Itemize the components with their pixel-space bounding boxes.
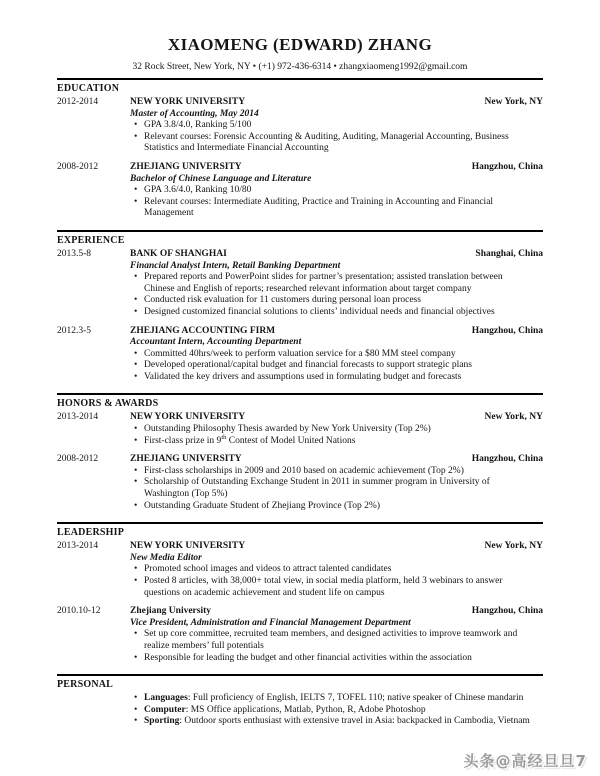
- bullet-list: [130, 272, 543, 318]
- section-title: LEADERSHIP: [57, 527, 125, 539]
- bullet-list: [130, 120, 543, 155]
- bullet-list: [130, 185, 543, 220]
- entry-date: 2010.10-12: [57, 606, 101, 617]
- experience-entry: [57, 326, 543, 384]
- entry-role: New Media Editor: [130, 552, 202, 563]
- bullet-item: • Conducted risk evaluation for 11 customers during personal loan process: [133, 295, 533, 307]
- bullet-item: [133, 705, 533, 717]
- bullet-list: [130, 564, 543, 599]
- entry-main: [130, 693, 543, 728]
- entry-date: 2012-2014: [57, 97, 99, 107]
- personal-label: Computer: [144, 704, 186, 715]
- leadership-entry: [57, 541, 543, 599]
- entry-header: [130, 412, 543, 424]
- entry-org: ZHEJIANG ACCOUNTING FIRM: [130, 325, 276, 336]
- bullet-item: • Outstanding Philosophy Thesis awarded by New York University (Top 2%): [133, 424, 533, 436]
- section-title: PERSONAL: [57, 679, 114, 691]
- bullet-item: • Relevant courses: Forensic Accounting & Auditing, Auditing, Managerial Accounting, Business Statistics and Intermediate Financial Accounting: [133, 132, 533, 155]
- honors-entry: [57, 412, 543, 447]
- bullet-item: • Designed customized financial solutions to clients’ individual needs and financial objectives: [133, 307, 533, 319]
- bullet-item: • Relevant courses: Intermediate Auditing, Practice and Training in Accounting and Financial Management: [133, 197, 533, 220]
- bullet-text: First-class prize in 9: [144, 435, 222, 446]
- bullet-item: [133, 433, 533, 448]
- personal-text: : Full proficiency of English, IELTS 7, TOFEL 110; native speaker of Chinese mandarin: [187, 693, 524, 704]
- section-experience: [57, 232, 543, 384]
- entry-location: Shanghai, China: [475, 248, 543, 259]
- bullet-item: • Outstanding Graduate Student of Zhejiang Province (Top 2%): [133, 501, 533, 513]
- entry-org: BANK OF SHANGHAI: [130, 248, 227, 259]
- entry-org: ZHEJIANG UNIVERSITY: [130, 161, 242, 172]
- entry-date: 2012.3-5: [57, 325, 92, 336]
- ordinal-superscript: th: [221, 433, 227, 441]
- personal-label: Sporting: [144, 716, 180, 727]
- personal-label: Languages: [144, 693, 188, 704]
- entry-header: [130, 162, 543, 174]
- bullet-item: • Validated the key drivers and assumptions used in formulating budget and forecasts: [133, 372, 533, 384]
- entry-header: [130, 326, 543, 338]
- entry-location: Hangzhou, China: [471, 161, 543, 172]
- entry-header: [130, 606, 543, 618]
- bullet-list: [130, 693, 543, 728]
- bullet-list: [130, 629, 543, 664]
- contact-line: 32 Rock Street, New York, NY • (+1) 972-436-6314 • zhangxiaomeng1992@gmail.com: [132, 62, 468, 72]
- section-title: EXPERIENCE: [57, 234, 125, 246]
- entry-header: [130, 249, 543, 261]
- bullet-list: [130, 424, 543, 447]
- bullet-item: • Scholarship of Outstanding Exchange Student in 2011 in summer program in University of Washington (Top 5%): [133, 477, 533, 500]
- section-honors: [57, 395, 543, 512]
- bullet-item: • Prepared reports and PowerPoint slides for partner’s presentation; assisted translation between Chinese and English of reports; researched relevant information about target company: [133, 272, 533, 295]
- person-name: XIAOMENG (EDWARD) ZHANG: [167, 35, 433, 54]
- entry-role: Master of Accounting, May 2014: [130, 108, 259, 119]
- bullet-item: • GPA 3.6/4.0, Ranking 10/80: [133, 185, 533, 197]
- entry-location: Hangzhou, China: [471, 325, 543, 336]
- section-title: HONORS & AWARDS: [57, 398, 159, 410]
- entry-date: 2013-2014: [57, 412, 99, 423]
- bullet-text: Contest of Model United Nations: [226, 435, 356, 446]
- entry-role: Bachelor of Chinese Language and Literature: [130, 173, 312, 184]
- honors-entry: [57, 454, 543, 512]
- entry-location: New York, NY: [484, 541, 543, 552]
- entry-org: NEW YORK UNIVERSITY: [130, 97, 246, 107]
- entry-main: [130, 162, 543, 220]
- entry-date: 2008-2012: [57, 161, 99, 172]
- bullet-list: [130, 466, 543, 512]
- bullet-item: • Promoted school images and videos to attract talented candidates: [133, 564, 533, 576]
- bullet-item: • GPA 3.8/4.0, Ranking 5/100: [133, 120, 533, 132]
- entry-role: Vice President, Administration and Financial Management Department: [130, 617, 411, 628]
- bullet-item: • Committed 40hrs/week to perform valuation service for a $80 MM steel company: [133, 349, 533, 361]
- personal-text: : Outdoor sports enthusiast with extensive travel in Asia: backpacked in Cambodia, Vietnam: [179, 716, 530, 727]
- entry-main: [130, 249, 543, 319]
- entry-org: NEW YORK UNIVERSITY: [130, 541, 246, 552]
- entry-main: [130, 412, 543, 447]
- toutiao-watermark: 头条@高经旦旦7: [463, 752, 587, 770]
- entry-date-empty: [57, 693, 130, 728]
- bullet-item: • Developed operational/capital budget and financial forecasts to support strategic plans: [133, 360, 533, 372]
- entry-role: Accountant Intern, Accounting Department: [130, 337, 302, 348]
- entry-date: 2013-2014: [57, 541, 99, 552]
- personal-entry: [57, 693, 543, 728]
- bullet-item: [133, 693, 533, 705]
- entry-date: 2008-2012: [57, 454, 99, 465]
- experience-entry: [57, 249, 543, 319]
- entry-header: [130, 541, 543, 553]
- entry-main: [130, 541, 543, 599]
- entry-main: [130, 454, 543, 512]
- entry-header: [130, 97, 543, 109]
- entry-org: Zhejiang University: [130, 606, 212, 617]
- entry-location: New York, NY: [484, 97, 543, 107]
- section-education: [57, 80, 543, 220]
- entry-org: NEW YORK UNIVERSITY: [130, 412, 246, 423]
- entry-location: Hangzhou, China: [471, 454, 543, 465]
- bullet-item: • Set up core committee, recruited team members, and designed activities to improve teamwork and realize members’ full potentials: [133, 629, 533, 652]
- bullet-item: • First-class scholarships in 2009 and 2010 based on academic achievement (Top 2%): [133, 466, 533, 478]
- bullet-list: [130, 349, 543, 384]
- bullet-item: [133, 716, 533, 728]
- leadership-entry: [57, 606, 543, 664]
- bullet-item: • Posted 8 articles, with 38,000+ total view, in social media platform, held 3 webinars to answer questions on academic achievement and student life on campus: [133, 576, 533, 599]
- education-entry: [57, 97, 543, 155]
- entry-location: Hangzhou, China: [471, 606, 543, 617]
- entry-date: 2013.5-8: [57, 248, 92, 259]
- entry-header: [130, 454, 543, 466]
- entry-main: [130, 326, 543, 384]
- education-entry: [57, 162, 543, 220]
- section-leadership: [57, 524, 543, 664]
- entry-location: New York, NY: [484, 412, 543, 423]
- section-personal: [57, 676, 543, 728]
- entry-main: [130, 97, 543, 155]
- entry-org: ZHEJIANG UNIVERSITY: [130, 454, 242, 465]
- section-title: EDUCATION: [57, 83, 120, 94]
- entry-role: Financial Analyst Intern, Retail Banking Department: [130, 260, 341, 271]
- personal-text: : MS Office applications, Matlab, Python, R, Adobe Photoshop: [185, 704, 426, 715]
- bullet-item: • Responsible for leading the budget and other financial activities within the association: [133, 653, 533, 665]
- entry-main: [130, 606, 543, 664]
